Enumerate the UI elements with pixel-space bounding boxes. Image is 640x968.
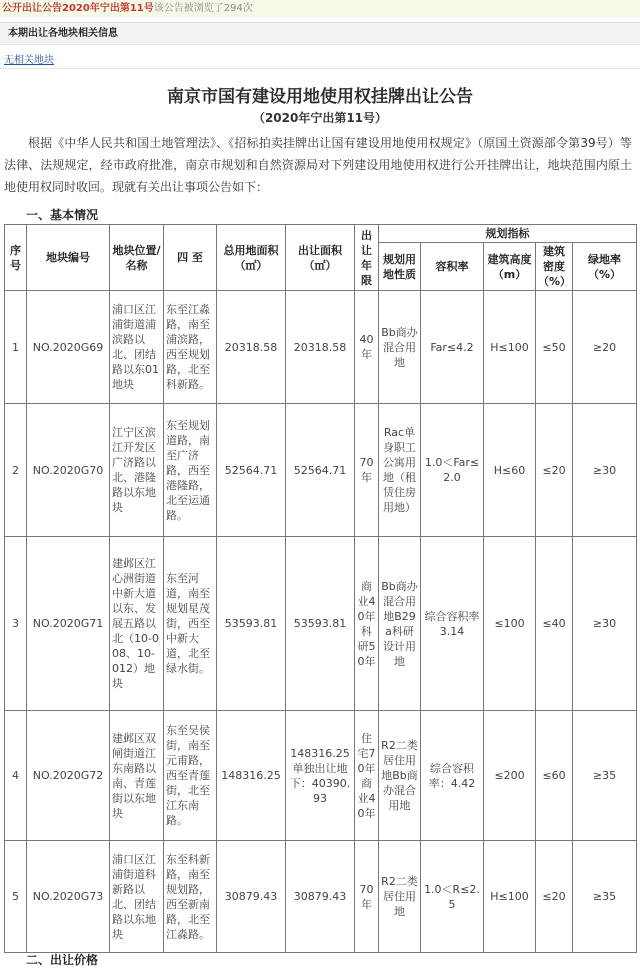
header-height: 建筑高度（m）: [484, 243, 536, 291]
cell-seq: 1: [5, 291, 27, 404]
header-bounds: 四 至: [164, 225, 217, 291]
cell-code: NO.2020G73: [27, 841, 110, 953]
cell-green: ≥35: [573, 711, 637, 841]
cell-green: ≥35: [573, 841, 637, 953]
cell-far: Far≤4.2: [421, 291, 484, 404]
view-count-note: 该公告被浏览了294次: [153, 3, 253, 14]
cell-density: ≤20: [536, 841, 573, 953]
cell-green: ≥30: [573, 537, 637, 711]
cell-code: NO.2020G71: [27, 537, 110, 711]
header-density: 建筑密度（%）: [536, 243, 573, 291]
cell-seq: 2: [5, 404, 27, 537]
cell-code: NO.2020G69: [27, 291, 110, 404]
cell-sale-area: 20318.58: [286, 291, 355, 404]
cell-density: ≤40: [536, 537, 573, 711]
cell-far: 综合容积率：4.42: [421, 711, 484, 841]
notice-number: （2020年宁出第11号）: [252, 111, 388, 125]
announcement-title: 公开出让公告2020年宁出第11号: [2, 3, 154, 14]
cell-sale-area: 30879.43: [286, 841, 355, 953]
cell-far: 1.0＜Far≤2.0: [421, 404, 484, 537]
cell-term: 70年: [355, 404, 379, 537]
cell-location: 浦口区江浦街道浦滨路以北、团结路以东01地块: [110, 291, 164, 404]
cell-density: ≤60: [536, 711, 573, 841]
cell-code: NO.2020G70: [27, 404, 110, 537]
header-total-area: 总用地面积（㎡）: [217, 225, 286, 291]
cell-green: ≥20: [573, 291, 637, 404]
cell-density: ≤50: [536, 291, 573, 404]
table-row: [5, 537, 637, 711]
header-seq: 序号: [5, 225, 27, 291]
header-code: 地块编号: [27, 225, 110, 291]
cell-use: R2二类居住用地Bb商办混合用地: [379, 711, 421, 841]
intro-paragraph: 根据《中华人民共和国土地管理法》、《招标拍卖挂牌出让国有建设用地使用权规定》（原国土资源部令第39号）等法律、法规规定，经市政府批准，南京市规划和自然资源局对下列建设用地使用权进行公开挂牌出让，地块范围内原土地使用权同时收回。现就有关出让事项公告如下：: [4, 136, 632, 194]
cell-total-area: 53593.81: [217, 537, 286, 711]
plots-table: [4, 224, 637, 953]
header-far: 容积率: [421, 243, 484, 291]
cell-height: ≤200: [484, 711, 536, 841]
cell-height: H≤60: [484, 404, 536, 537]
cell-code: NO.2020G72: [27, 711, 110, 841]
cell-height: H≤100: [484, 841, 536, 953]
cell-sale-area: 52564.71: [286, 404, 355, 537]
header-term: 出让年限: [355, 225, 379, 291]
cell-far: 1.0＜R≤2.5: [421, 841, 484, 953]
cell-total-area: 52564.71: [217, 404, 286, 537]
related-info-box: [0, 22, 640, 66]
header-location: 地块位置/名称: [110, 225, 164, 291]
cell-total-area: 148316.25: [217, 711, 286, 841]
header-use: 规划用地性质: [379, 243, 421, 291]
page-title: 南京市国有建设用地使用权挂牌出让公告: [167, 87, 473, 107]
cell-location: 建邺区双闸街道江东南路以南、青莲街以东地块: [110, 711, 164, 841]
cell-bounds: 东至江淼路，南至浦滨路，西至规划路，北至科新路。: [164, 291, 217, 404]
cell-use: R2二类居住用地: [379, 841, 421, 953]
cell-use: Bb商办混合用地B29a科研设计用地: [379, 537, 421, 711]
cell-bounds: 东至河道，南至规划星茂街，西至中新大道，北至绿水街。: [164, 537, 217, 711]
cell-total-area: 30879.43: [217, 841, 286, 953]
cell-seq: 5: [5, 841, 27, 953]
cell-location: 浦口区江浦街道科新路以北、团结路以东地块: [110, 841, 164, 953]
cell-term: 商业40年科研50年: [355, 537, 379, 711]
top-notice-bar: [0, 0, 640, 17]
table-row: [5, 711, 637, 841]
cell-density: ≤20: [536, 404, 573, 537]
cell-far: 综合容积率3.14: [421, 537, 484, 711]
table-row: [5, 841, 637, 953]
header-green: 绿地率（%）: [573, 243, 637, 291]
cell-sale-area: 148316.25单独出让地下：40390.93: [286, 711, 355, 841]
cell-term: 40年: [355, 291, 379, 404]
cell-term: 70年: [355, 841, 379, 953]
cell-seq: 4: [5, 711, 27, 841]
cell-term: 住宅70年商业40年: [355, 711, 379, 841]
header-planning: 规划指标: [379, 225, 637, 243]
cell-green: ≥30: [573, 404, 637, 537]
cell-height: H≤100: [484, 291, 536, 404]
cell-height: ≤100: [484, 537, 536, 711]
related-info-header: 本期出让各地块相关信息: [0, 23, 640, 45]
related-plots-link[interactable]: 无相关地块: [4, 55, 54, 66]
cell-use: Rac单身职工公寓用地（租赁住房用地）: [379, 404, 421, 537]
header-sale-area: 出让面积（㎡）: [286, 225, 355, 291]
section-heading-price: 二、出让价格: [26, 953, 99, 967]
cell-bounds: 东至规划道路，南至广济路，西至港隆路，北至运通路。: [164, 404, 217, 537]
cell-seq: 3: [5, 537, 27, 711]
cell-total-area: 20318.58: [217, 291, 286, 404]
cell-bounds: 东至吴侯街，南至元甫路，西至青莲街，北至江东南路。: [164, 711, 217, 841]
cell-sale-area: 53593.81: [286, 537, 355, 711]
divider: [0, 68, 640, 69]
section-heading-basic: 一、基本情况: [26, 208, 99, 222]
cell-location: 建邺区江心洲街道中新大道以东、发展五路以北（10-008、10-012）地块: [110, 537, 164, 711]
cell-use: Bb商办混合用地: [379, 291, 421, 404]
cell-location: 江宁区滨江开发区广济路以北、港隆路以东地块: [110, 404, 164, 537]
cell-bounds: 东至科新路，南至规划路，西至新南路，北至江淼路。: [164, 841, 217, 953]
table-row: [5, 404, 637, 537]
table-row: [5, 291, 637, 404]
